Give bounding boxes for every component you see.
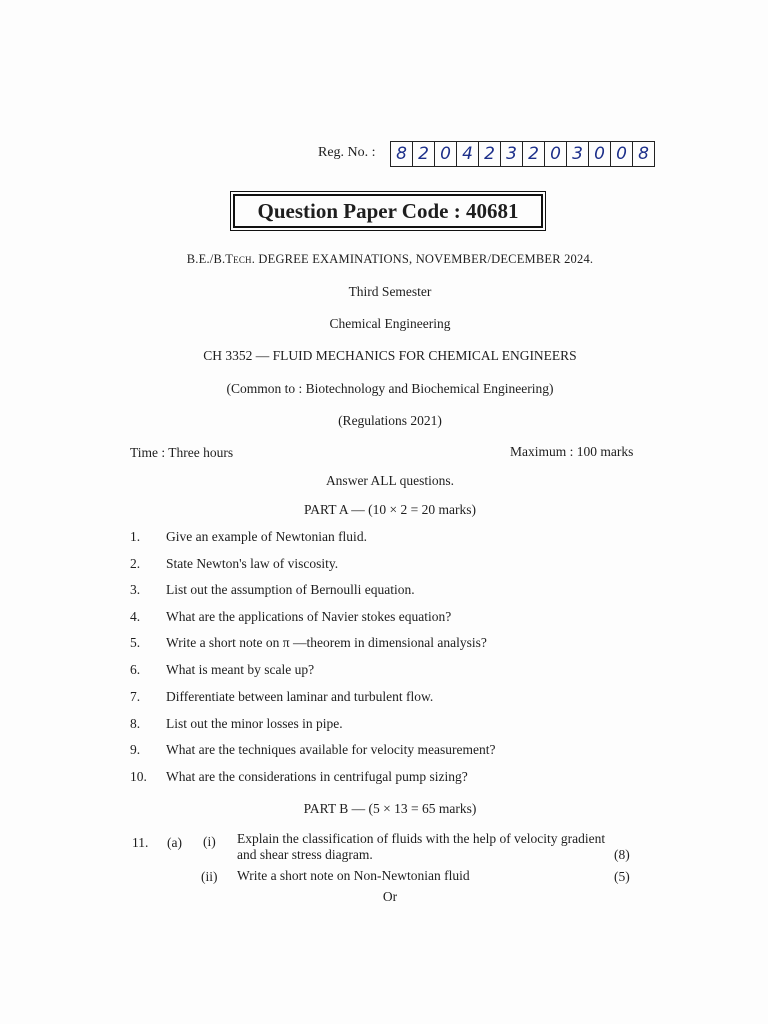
course-title: CH 3352 — FLUID MECHANICS FOR CHEMICAL ENGINEERS (203, 348, 577, 363)
question-number: 6. (130, 662, 141, 677)
question-text: and shear stress diagram. (237, 847, 373, 862)
question-paper-code: Question Paper Code : 40681 (233, 194, 543, 228)
question-number: 9. (130, 742, 141, 757)
marks-label: (5) (614, 869, 630, 884)
question-number: 8. (130, 716, 141, 731)
question-text: List out the assumption of Bernoulli equation. (166, 582, 415, 597)
sub-question-label: (a) (167, 835, 182, 850)
or-separator: Or (382, 889, 398, 904)
reg-no-boxes (390, 141, 655, 167)
question-number: 2. (130, 556, 141, 571)
question-number: 10. (130, 769, 147, 784)
time-label: Time : Three hours (130, 445, 234, 460)
question-text: Explain the classification of fluids with the help of velocity gradient (237, 831, 606, 846)
reg-digit: 4 (457, 142, 479, 166)
reg-digit: 0 (589, 142, 611, 166)
regulations: (Regulations 2021) (338, 413, 442, 428)
question-text: Write a short note on Non-Newtonian fluid (237, 868, 470, 883)
question-number: 7. (130, 689, 141, 704)
question-text: Write a short note on π —theorem in dimensional analysis? (166, 635, 487, 650)
question-number: 3. (130, 582, 141, 597)
reg-no-label: Reg. No. : (318, 145, 376, 160)
instruction: Answer ALL questions. (325, 473, 455, 488)
sub-part-label: (ii) (201, 869, 218, 884)
question-number: 1. (130, 529, 141, 544)
question-number: 5. (130, 635, 141, 650)
reg-digit: 0 (545, 142, 567, 166)
question-text: Give an example of Newtonian fluid. (166, 529, 367, 544)
question-text: What is meant by scale up? (166, 662, 315, 677)
reg-digit: 0 (611, 142, 633, 166)
sub-part-label: (i) (203, 834, 216, 849)
question-text: What are the techniques available for velocity measurement? (166, 742, 496, 757)
exam-title: B.E./B.Tech. DEGREE EXAMINATIONS, NOVEMBER/DECEMBER 2024. (186, 252, 594, 266)
reg-digit: 0 (435, 142, 457, 166)
common-to: (Common to : Biotechnology and Biochemical Engineering) (226, 381, 554, 396)
question-number: 4. (130, 609, 141, 624)
question-text: What are the applications of Navier stokes equation? (166, 609, 452, 624)
department: Chemical Engineering (329, 316, 451, 331)
reg-digit: 2 (413, 142, 435, 166)
part-a-title: PART A — (10 × 2 = 20 marks) (304, 502, 476, 517)
reg-digit: 2 (479, 142, 501, 166)
semester: Third Semester (348, 284, 432, 299)
reg-digit: 8 (391, 142, 413, 166)
part-b-title: PART B — (5 × 13 = 65 marks) (303, 801, 477, 816)
reg-digit: 2 (523, 142, 545, 166)
question-text: List out the minor losses in pipe. (166, 716, 343, 731)
reg-digit: 8 (638, 144, 649, 164)
max-marks: Maximum : 100 marks (510, 444, 634, 459)
question-text: What are the considerations in centrifugal pump sizing? (166, 769, 468, 784)
question-text: State Newton's law of viscosity. (166, 556, 339, 571)
reg-digit: 3 (567, 142, 589, 166)
question-text: Differentiate between laminar and turbulent flow. (166, 689, 434, 704)
reg-digit: 3 (501, 142, 523, 166)
marks-label: (8) (614, 847, 630, 862)
question-number: 11. (132, 835, 149, 850)
